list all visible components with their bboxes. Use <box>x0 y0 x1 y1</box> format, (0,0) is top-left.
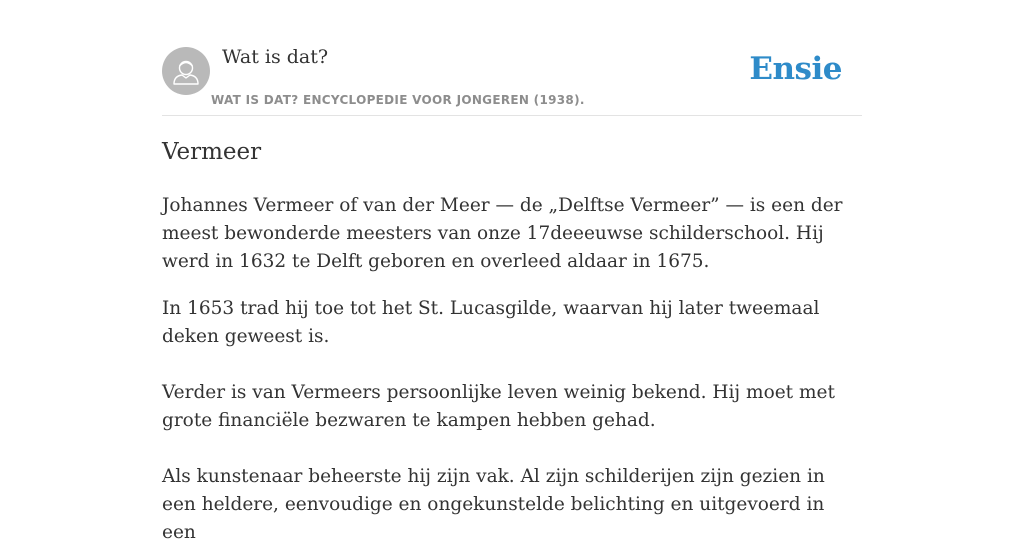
author-avatar[interactable] <box>162 47 210 95</box>
paragraph: In 1653 trad hij toe tot het St. Lucasgilde, waarvan hij later tweemaal deken geweest is. <box>162 298 820 347</box>
paragraph: Verder is van Vermeers persoonlijke leven weinig bekend. Hij moet met grote financiële bezwaren te kampen hebben gehad. <box>162 382 835 431</box>
article-header <box>162 0 862 116</box>
author-name[interactable]: Wat is dat? <box>222 46 329 68</box>
user-silhouette-icon <box>162 47 210 95</box>
paragraph: Johannes Vermeer of van der Meer — de „Delftse Vermeer” — is een der meest bewonderde meesters van onze 17deeeuwse schilderschool. Hij werd in 1632 te Delft geboren en overleed aldaar in 1675. <box>162 195 843 272</box>
paragraph: Als kunstenaar beheerste hij zijn vak. Al zijn schilderijen zijn gezien in een heldere, eenvoudige en ongekunstelde belichting en uitgevoerd in een <box>162 466 825 543</box>
ensie-logo[interactable]: Ensie <box>749 51 842 87</box>
source-citation: WAT IS DAT? ENCYCLOPEDIE VOOR JONGEREN (1938). <box>211 93 585 107</box>
article-body <box>162 192 862 547</box>
article-title: Vermeer <box>162 139 262 165</box>
page <box>162 0 862 543</box>
